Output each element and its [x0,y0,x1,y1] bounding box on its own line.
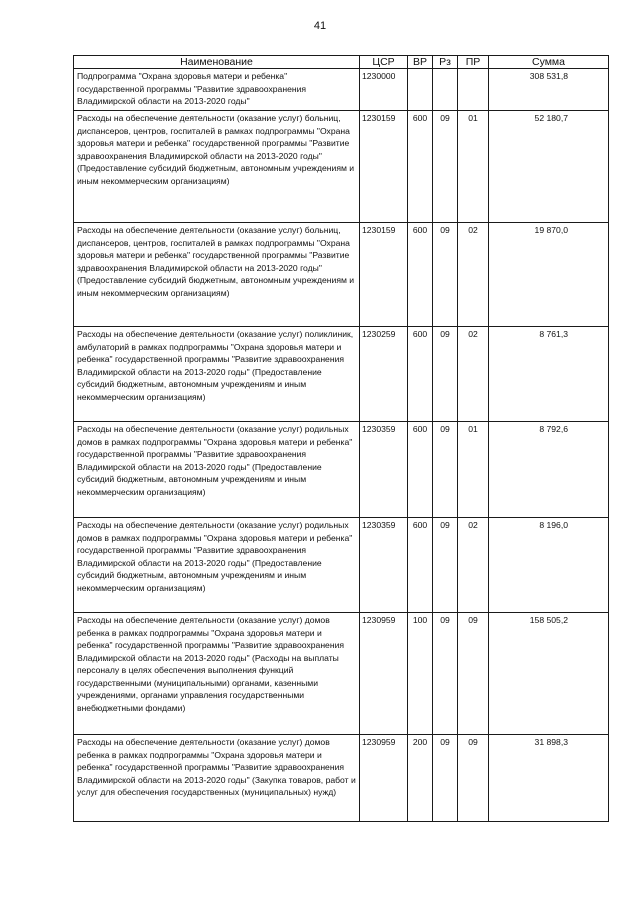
table-row [74,223,609,327]
row-name: Расходы на обеспечение деятельности (оказание услуг) домов ребенка в рамках подпрограммы "Охрана здоровья матери и ребенка" государственной программы "Развитие здравоохранения Владимирской области на 2013-2020 годы" (Расходы на выплаты персоналу в целях обеспечения выполнения функций государственными (муниципальными) органами, казенными учреждениями, органами управления государственными внебюджетными фондами) [74,613,360,735]
row-rz: 09 [433,613,458,735]
row-rz: 09 [433,422,458,518]
row-name: Расходы на обеспечение деятельности (оказание услуг) родильных домов в рамках подпрограммы "Охрана здоровья матери и ребенка" государственной программы "Развитие здравоохранения Владимирской области на 2013-2020 годы" (Предоставление субсидий бюджетным, автономным учреждениям и иным некоммерческим организациям) [74,518,360,613]
row-vr: 100 [408,613,433,735]
row-vr [408,69,433,111]
row-name: Расходы на обеспечение деятельности (оказание услуг) поликлиник, амбулаторий в рамках подпрограммы "Охрана здоровья матери и ребенка" государственной программы "Развитие здравоохранения Владимирской области на 2013-2020 годы" (Предоставление субсидий бюджетным, автономным учреждениям и иным некоммерческим организациям) [74,327,360,422]
header-csr: ЦСР [360,56,408,69]
row-sum: 31 898,3 [489,735,609,822]
row-csr: 1230359 [360,518,408,613]
table-row [74,613,609,735]
row-sum: 158 505,2 [489,613,609,735]
table-row [74,422,609,518]
row-name: Расходы на обеспечение деятельности (оказание услуг) больниц, диспансеров, центров, госпиталей в рамках подпрограммы "Охрана здоровья матери и ребенка" государственной программы "Развитие здравоохранения Владимирской области на 2013-2020 годы" (Предоставление субсидий бюджетным, автономным учреждениям и иным некоммерческим организациям) [74,111,360,223]
page-number: 41 [313,20,327,32]
row-name: Расходы на обеспечение деятельности (оказание услуг) домов ребенка в рамках подпрограммы "Охрана здоровья матери и ребенка" государственной программы "Развитие здравоохранения Владимирской области на 2013-2020 годы" (Закупка товаров, работ и услуг для обеспечения государственных (муниципальных) нужд) [74,735,360,822]
row-vr: 200 [408,735,433,822]
header-pr: ПР [458,56,489,69]
table-header-row [74,56,609,69]
row-sum: 8 196,0 [489,518,609,613]
header-name: Наименование [74,56,360,69]
row-name: Расходы на обеспечение деятельности (оказание услуг) родильных домов в рамках подпрограммы "Охрана здоровья матери и ребенка" государственной программы "Развитие здравоохранения Владимирской области на 2013-2020 годы" (Предоставление субсидий бюджетным, автономным учреждениям и иным некоммерческим организациям) [74,422,360,518]
row-pr: 02 [458,518,489,613]
row-name: Расходы на обеспечение деятельности (оказание услуг) больниц, диспансеров, центров, госпиталей в рамках подпрограммы "Охрана здоровья матери и ребенка" государственной программы "Развитие здравоохранения Владимирской области на 2013-2020 годы" (Предоставление субсидий бюджетным, автономным учреждениям и иным некоммерческим организациям) [74,223,360,327]
row-pr: 01 [458,422,489,518]
row-vr: 600 [408,327,433,422]
row-rz: 09 [433,111,458,223]
header-vr: ВР [408,56,433,69]
row-vr: 600 [408,518,433,613]
budget-table [73,55,609,822]
row-sum: 308 531,8 [489,69,609,111]
row-rz: 09 [433,735,458,822]
row-csr: 1230259 [360,327,408,422]
row-csr: 1230159 [360,111,408,223]
row-pr [458,69,489,111]
row-csr: 1230000 [360,69,408,111]
row-vr: 600 [408,111,433,223]
row-rz [433,69,458,111]
row-pr: 01 [458,111,489,223]
table-row [74,111,609,223]
row-csr: 1230959 [360,735,408,822]
table-row [74,735,609,822]
row-pr: 09 [458,613,489,735]
row-csr: 1230359 [360,422,408,518]
row-csr: 1230159 [360,223,408,327]
row-rz: 09 [433,223,458,327]
row-sum: 8 792,6 [489,422,609,518]
header-rz: Рз [433,56,458,69]
row-sum: 8 761,3 [489,327,609,422]
row-sum: 52 180,7 [489,111,609,223]
table-row [74,518,609,613]
row-pr: 02 [458,327,489,422]
row-vr: 600 [408,422,433,518]
row-rz: 09 [433,327,458,422]
row-pr: 02 [458,223,489,327]
row-sum: 19 870,0 [489,223,609,327]
header-sum: Сумма [489,56,609,69]
row-pr: 09 [458,735,489,822]
row-vr: 600 [408,223,433,327]
row-name: Подпрограмма "Охрана здоровья матери и ребенка" государственной программы "Развитие здравоохранения Владимирской области на 2013-2020 годы" [74,69,360,111]
table-row [74,327,609,422]
row-rz: 09 [433,518,458,613]
table-row [74,69,609,111]
row-csr: 1230959 [360,613,408,735]
